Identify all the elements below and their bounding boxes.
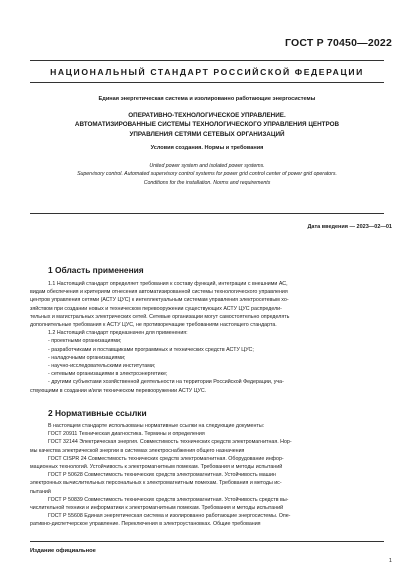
english-title-line: Supervisory control. Automated supervisory control systems for power grid control center of power grid operators. bbox=[77, 171, 337, 178]
introduction-date: Дата введения — 2023—02—01 bbox=[307, 224, 392, 230]
list-item: - наладочными организациями; bbox=[48, 354, 126, 361]
reference-line: пытаний bbox=[30, 488, 51, 495]
paragraph-line: 1.1 Настоящий стандарт определяет требования к составу функций, интеграции с внешними АС, bbox=[48, 281, 288, 287]
section-2-title: 2 Нормативные ссылки bbox=[48, 408, 147, 418]
paragraph-line: ствующими в создании и/или техническом перевооружении АСТУ ЦУС. bbox=[30, 387, 207, 394]
list-item: - проектными организациями; bbox=[48, 338, 122, 345]
list-item: - другими субъектами хозяйственной деятельности на территории Российской Федерации, уча- bbox=[48, 379, 284, 386]
reference-line: мы качества электрической энергии в системах электроснабжения общего назначения bbox=[30, 447, 245, 454]
section-1-title: 1 Область применения bbox=[48, 265, 144, 275]
date-divider bbox=[30, 213, 384, 214]
reference-line: электронных вычислительных персональных к электромагнитным помехам. Требования и методы ис- bbox=[30, 480, 282, 487]
english-title-line: Conditions for the installation. Norms and requirements bbox=[143, 179, 271, 186]
paragraph-line: центров управления сетями (АСТУ ЦУС) к интеллектуальным системам управления электросетевым хо- bbox=[30, 297, 289, 304]
standard-banner-title: НАЦИОНАЛЬНЫЙ СТАНДАРТ РОССИЙСКОЙ ФЕДЕРАЦИИ bbox=[50, 67, 364, 77]
reference-line: ГОСТ Р 55608 Единая энергетическая система и изолированно работающие энергосистемы. Опе- bbox=[48, 513, 291, 520]
main-title-line: АВТОМАТИЗИРОВАННЫЕ СИСТЕМЫ ТЕХНОЛОГИЧЕСКОГО УПРАВЛЕНИЯ ЦЕНТРОВ bbox=[74, 121, 340, 129]
paragraph-line: дополнительные требования к АСТУ ЦУС, не противоречащие требованиям настоящего стандарта. bbox=[30, 322, 277, 329]
banner-divider bbox=[30, 82, 384, 83]
main-title-line: ОПЕРАТИВНО-ТЕХНОЛОГИЧЕСКОЕ УПРАВЛЕНИЕ. bbox=[128, 112, 286, 119]
reference-line: числительной техники и информатики к электромагнитным помехам. Требования и методы испытаний bbox=[30, 505, 284, 512]
reference-line: мационных технологий. Устойчивость к электромагнитным помехам. Требования и методы испытаний bbox=[30, 464, 283, 471]
paragraph-line: тельных и магистральных электрических сетей. Сетевые организации могут самостоятельно определять bbox=[30, 313, 290, 320]
footer-divider bbox=[30, 541, 384, 542]
english-title-line: United power system and isolated power systems. bbox=[149, 163, 265, 169]
top-divider bbox=[30, 60, 384, 61]
paragraph-line: 1.2 Настоящий стандарт предназначен для применения: bbox=[48, 330, 188, 337]
standard-code: ГОСТ Р 70450—2022 bbox=[284, 37, 392, 49]
reference-line: ГОСТ CISPR 24 Совместимость технических средств электромагнитная. Оборудование инфор- bbox=[48, 455, 284, 462]
page-number: 1 bbox=[388, 558, 392, 564]
paragraph-line: видам обеспечения и критериям отнесения автоматизированной системы технологического управления bbox=[30, 289, 288, 296]
reference-line: ративно-диспетчерское управление. Переключения в электроустановках. Общие требования bbox=[30, 521, 261, 528]
reference-line: ГОСТ Р 50839 Совместимость технических средств электромагнитная. Устойчивость средств вы- bbox=[48, 496, 289, 503]
paragraph-line: зяйством при создании новых и техническом перевооружении существующих АСТУ ЦУС распредели- bbox=[30, 305, 282, 312]
reference-line: ГОСТ Р 50628 Совместимость технических средств электромагнитная. Устойчивость машин bbox=[48, 472, 276, 479]
section-2-body bbox=[30, 422, 392, 529]
english-title bbox=[0, 162, 414, 187]
list-item: - сетевыми организациями в электроэнергетике; bbox=[48, 371, 168, 378]
list-item: - научно-исследовательскими институтами; bbox=[48, 363, 156, 370]
main-title bbox=[40, 111, 374, 139]
system-title: Единая энергетическая система и изолированно работающие энергосистемы bbox=[98, 96, 316, 102]
list-item: - разработчиками и поставщиками программных и технических средств АСТУ ЦУС; bbox=[48, 346, 254, 353]
reference-line: ГОСТ 32144 Электрическая энергия. Совместимость технических средств электромагнитная. Нор- bbox=[48, 439, 292, 446]
reference-line: ГОСТ 20911 Техническая диагностика. Термины и определения bbox=[48, 431, 205, 438]
section-1-body bbox=[30, 280, 392, 395]
paragraph-line: В настоящем стандарте использованы нормативные ссылки на следующие документы: bbox=[48, 423, 265, 429]
subtitle: Условия создания. Нормы и требования bbox=[150, 145, 264, 151]
edition-label: Издание официальное bbox=[30, 548, 96, 554]
main-title-line: УПРАВЛЕНИЯ СЕТЯМИ СЕТЕВЫХ ОРГАНИЗАЦИЙ bbox=[129, 130, 285, 138]
